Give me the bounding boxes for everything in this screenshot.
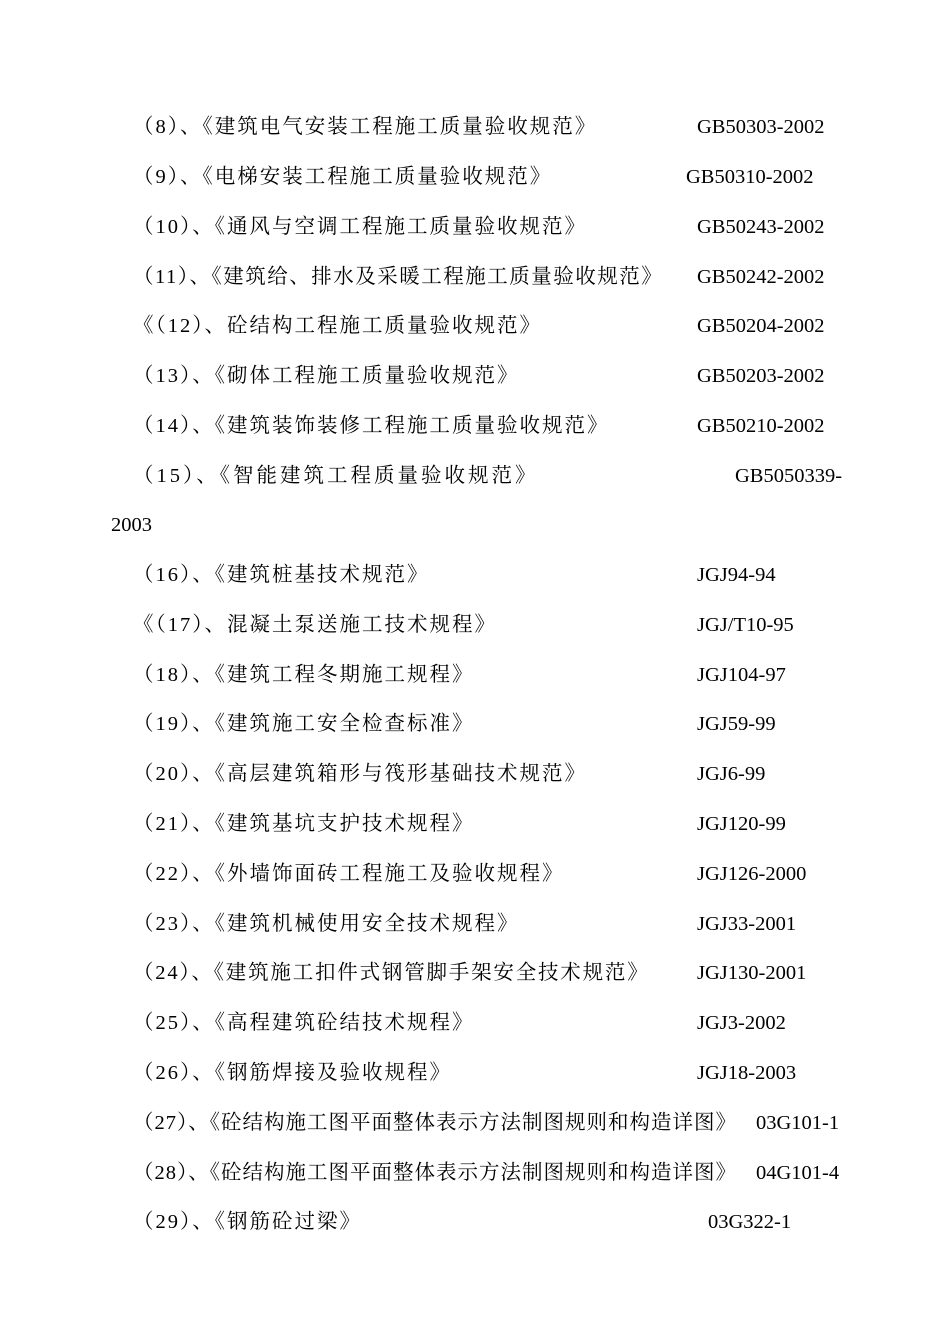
entry-code: JGJ/T10-95 <box>697 614 794 636</box>
entry-code: JGJ33-2001 <box>697 913 797 935</box>
list-item <box>0 662 950 712</box>
list-item <box>0 911 950 961</box>
list-item <box>0 960 950 1010</box>
entry-code: GB50203-2002 <box>697 365 825 387</box>
entry-code: GB5050339- <box>735 465 843 487</box>
entry-title: （9）、《电梯安装工程施工质量验收规范》 <box>133 166 553 188</box>
list-item <box>0 1060 950 1110</box>
entry-title: （20）、《高层建筑箱形与筏形基础技术规范》 <box>133 763 587 785</box>
list-item <box>0 264 950 314</box>
entry-title: （19）、《建筑施工安全检查标准》 <box>133 713 475 735</box>
entry-title: （24）、《建筑施工扣件式钢管脚手架安全技术规范》 <box>133 962 650 984</box>
list-item <box>0 761 950 811</box>
list-item <box>0 164 950 214</box>
entry-code: GB50204-2002 <box>697 315 825 337</box>
list-item <box>0 1110 950 1160</box>
entry-title: （15）、《智能建筑工程质量验收规范》 <box>133 465 539 487</box>
entry-title: 《（17）、混凝土泵送施工技术规程》 <box>133 614 497 636</box>
entry-code: JGJ3-2002 <box>697 1012 786 1034</box>
entry-code: JGJ6-99 <box>697 763 766 785</box>
entry-code: JGJ104-97 <box>697 664 786 686</box>
list-item <box>0 463 950 513</box>
entry-code: 03G101-1 <box>756 1112 840 1134</box>
entry-title: （25）、《高程建筑砼结技术规程》 <box>133 1012 475 1034</box>
list-item <box>0 1010 950 1060</box>
list-item <box>0 1160 950 1210</box>
list-item-continuation <box>0 512 950 562</box>
entry-title: （26）、《钢筋焊接及验收规程》 <box>133 1062 452 1084</box>
entry-code: JGJ94-94 <box>697 564 776 586</box>
list-item <box>0 711 950 761</box>
entry-title: （18）、《建筑工程冬期施工规程》 <box>133 664 475 686</box>
entry-code: JGJ18-2003 <box>697 1062 797 1084</box>
entry-title: （14）、《建筑装饰装修工程施工质量验收规范》 <box>133 415 610 437</box>
entry-title: （13）、《砌体工程施工质量验收规范》 <box>133 365 520 387</box>
entry-code: GB50243-2002 <box>697 216 825 238</box>
list-item <box>0 313 950 363</box>
entry-code: GB50242-2002 <box>697 266 825 288</box>
entry-title: （11）、《建筑给、排水及采暖工程施工质量验收规范》 <box>133 266 664 288</box>
list-item <box>0 114 950 164</box>
list-item <box>0 861 950 911</box>
list-item <box>0 413 950 463</box>
list-item <box>0 363 950 413</box>
entry-code: 04G101-4 <box>756 1162 840 1184</box>
list-item <box>0 1209 950 1259</box>
entry-code: GB50210-2002 <box>697 415 825 437</box>
entry-code: 03G322-1 <box>708 1211 792 1233</box>
entry-title: （22）、《外墙饰面砖工程施工及验收规程》 <box>133 863 565 885</box>
list-item <box>0 214 950 264</box>
entry-code-continued: 2003 <box>111 514 152 536</box>
entry-code: JGJ59-99 <box>697 713 776 735</box>
entry-code: JGJ126-2000 <box>697 863 807 885</box>
entry-title: （8）、《建筑电气安装工程施工质量验收规范》 <box>133 116 598 138</box>
entry-title: （27）、《砼结构施工图平面整体表示方法制图规则和构造详图》 <box>133 1112 737 1134</box>
entry-title: 《（12）、砼结构工程施工质量验收规范》 <box>133 315 542 337</box>
entry-title: （16）、《建筑桩基技术规范》 <box>133 564 430 586</box>
entry-title: （23）、《建筑机械使用安全技术规程》 <box>133 913 520 935</box>
entry-title: （21）、《建筑基坑支护技术规程》 <box>133 813 475 835</box>
entry-title: （29）、《钢筋砼过梁》 <box>133 1211 362 1233</box>
entry-code: JGJ120-99 <box>697 813 786 835</box>
list-item <box>0 562 950 612</box>
entry-code: JGJ130-2001 <box>697 962 807 984</box>
entry-title: （10）、《通风与空调工程施工质量验收规范》 <box>133 216 587 238</box>
entry-title: （28）、《砼结构施工图平面整体表示方法制图规则和构造详图》 <box>133 1162 737 1184</box>
list-item <box>0 811 950 861</box>
entry-code: GB50303-2002 <box>697 116 825 138</box>
entry-code: GB50310-2002 <box>686 166 814 188</box>
list-item <box>0 612 950 662</box>
